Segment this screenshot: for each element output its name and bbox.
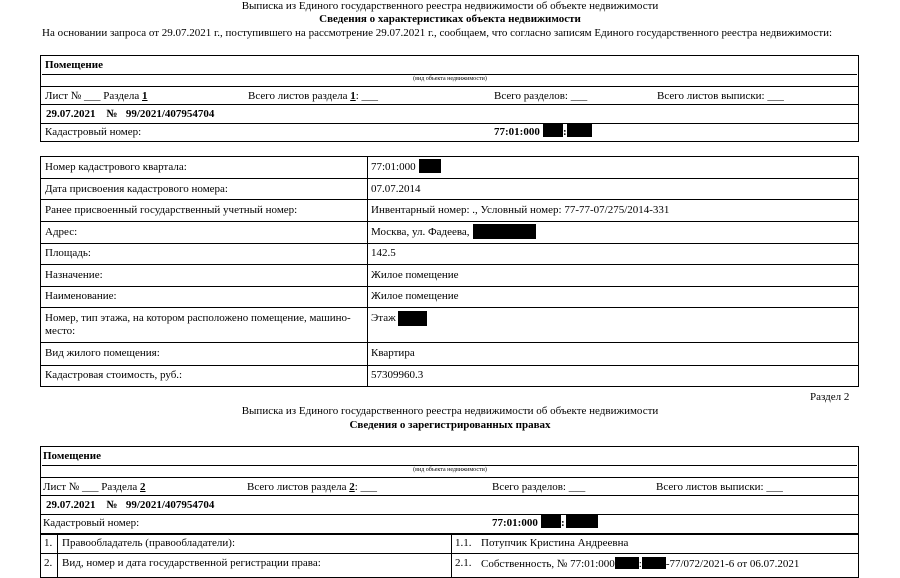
row-divider: [40, 553, 859, 554]
char-label-address: Адрес:: [45, 226, 78, 238]
section2-total-sheets-section: Всего листов раздела 2: ___: [247, 481, 378, 493]
section1-divider-3: [40, 123, 859, 124]
row-divider: [40, 243, 859, 244]
row-divider: [40, 199, 859, 200]
characteristics-column-divider: [367, 156, 368, 387]
char-value-floor: Этаж: [371, 312, 396, 324]
row-divider: [40, 307, 859, 308]
char-value-name: Жилое помещение: [371, 290, 459, 302]
request-basis-text: На основании запроса от 29.07.2021 г., поступившего на рассмотрение 29.07.2021 г., сообщаем, что согласно записям Единого государственного реестра недвижимости:: [42, 27, 833, 39]
doc-title: Выписка из Единого государственного реестра недвижимости об объекте недвижимости: [241, 0, 659, 12]
row-divider: [40, 365, 859, 366]
doc-subtitle: Сведения о характеристиках объекта недвижимости: [319, 13, 581, 25]
section2-total-sheets: Всего листов выписки: ___: [656, 481, 783, 493]
char-value-living-type: Квартира: [371, 347, 415, 359]
rights-label-owner: Правообладатель (правообладатели):: [62, 537, 236, 549]
char-value-previous-number: Инвентарный номер: ., Условный номер: 77-77-07/275/2014-331: [371, 204, 670, 216]
doc-title-2: Выписка из Единого государственного реестра недвижимости об объекте недвижимости: [241, 405, 659, 417]
char-label-living-type: Вид жилого помещения:: [45, 347, 160, 359]
section1-kind-caption: (вид объекта недвижимости): [413, 76, 487, 82]
row-divider: [40, 221, 859, 222]
section1-divider-2: [40, 104, 859, 105]
char-label-previous-number: Ранее присвоенный государственный учетный номер:: [45, 204, 298, 216]
rights-subnum: 1.1.: [455, 537, 472, 549]
char-label-floor-cont: место:: [45, 325, 76, 337]
char-value-cadastral-quarter: 77:01:000: [371, 161, 416, 173]
char-label-cadastral-cost: Кадастровая стоимость, руб.:: [45, 369, 183, 381]
row-divider: [40, 342, 859, 343]
char-label-purpose: Назначение:: [45, 269, 103, 281]
section2-kind-underline: [42, 465, 857, 466]
section1-date-number: 29.07.2021 № 99/2021/407954704: [46, 108, 215, 120]
section1-total-sheets-section: Всего листов раздела 1: ___: [248, 90, 379, 102]
section2-cadastral-label: Кадастровый номер:: [43, 517, 140, 529]
rights-label-registration: Вид, номер и дата государственной регистрации права:: [62, 557, 321, 569]
section1-cadastral-label: Кадастровый номер:: [45, 126, 142, 138]
doc-subtitle-2: Сведения о зарегистрированных правах: [349, 419, 551, 431]
char-value-assign-date: 07.07.2014: [371, 183, 421, 195]
section1-total-sheets: Всего листов выписки: ___: [657, 90, 784, 102]
redaction-block: [541, 515, 561, 528]
section2-total-sections: Всего разделов: ___: [492, 481, 586, 493]
char-value-cadastral-cost: 57309960.3: [371, 369, 424, 381]
section1-kind-underline: [42, 74, 857, 75]
section1-total-sections: Всего разделов: ___: [494, 90, 588, 102]
redaction-block: [642, 557, 666, 569]
char-label-cadastral-quarter: Номер кадастрового квартала:: [45, 161, 187, 173]
redaction-block: [566, 515, 598, 528]
rights-num-divider: [57, 534, 58, 578]
section2-kind-caption: (вид объекта недвижимости): [413, 467, 487, 473]
section2-divider-1: [40, 477, 859, 478]
redaction-block: [615, 557, 639, 569]
redaction-block: [543, 124, 563, 137]
char-label-floor: Номер, тип этажа, на котором расположено помещение, машино-: [45, 312, 351, 324]
row-divider: [40, 264, 859, 265]
rights-value-owner: Потупчик Кристина Андреевна: [481, 537, 629, 549]
char-value-area: 142.5: [371, 247, 396, 259]
rights-row-num: 1.: [44, 537, 53, 549]
char-label-assign-date: Дата присвоения кадастрового номера:: [45, 183, 228, 195]
row-divider: [40, 178, 859, 179]
section2-date-number: 29.07.2021 № 99/2021/407954704: [46, 499, 215, 511]
redaction-block: [567, 124, 592, 137]
char-label-area: Площадь:: [45, 247, 91, 259]
redaction-block: [419, 159, 441, 173]
redaction-block: [398, 311, 427, 326]
row-divider: [40, 286, 859, 287]
section2-cadastral-sep: :: [561, 517, 565, 529]
section1-object-kind: Помещение: [45, 59, 103, 71]
char-value-purpose: Жилое помещение: [371, 269, 459, 281]
section2-divider-2: [40, 495, 859, 496]
section2-cadastral-value: 77:01:000: [492, 517, 538, 529]
section1-cadastral-value: 77:01:000: [494, 126, 540, 138]
section1-cadastral-sep: :: [563, 126, 567, 138]
section2-sheet-label: Лист № ___ Раздела 2: [43, 481, 146, 493]
rights-subnum: 2.1.: [455, 557, 472, 569]
rights-value-registration: Собственность, № 77:01:000 : -77/072/2021-6 от 06.07.2021: [481, 558, 800, 570]
section1-divider-1: [40, 86, 859, 87]
char-value-address: Москва, ул. Фадеева,: [371, 226, 470, 238]
section2-divider-3: [40, 514, 859, 515]
section1-sheet-label: Лист № ___ Раздела 1: [45, 90, 148, 102]
redaction-block: [473, 224, 536, 239]
char-label-name: Наименование:: [45, 290, 117, 302]
rights-column-divider: [451, 534, 452, 578]
section-marker: Раздел 2: [810, 391, 850, 403]
rights-row-num: 2.: [44, 557, 53, 569]
section2-object-kind: Помещение: [43, 450, 101, 462]
